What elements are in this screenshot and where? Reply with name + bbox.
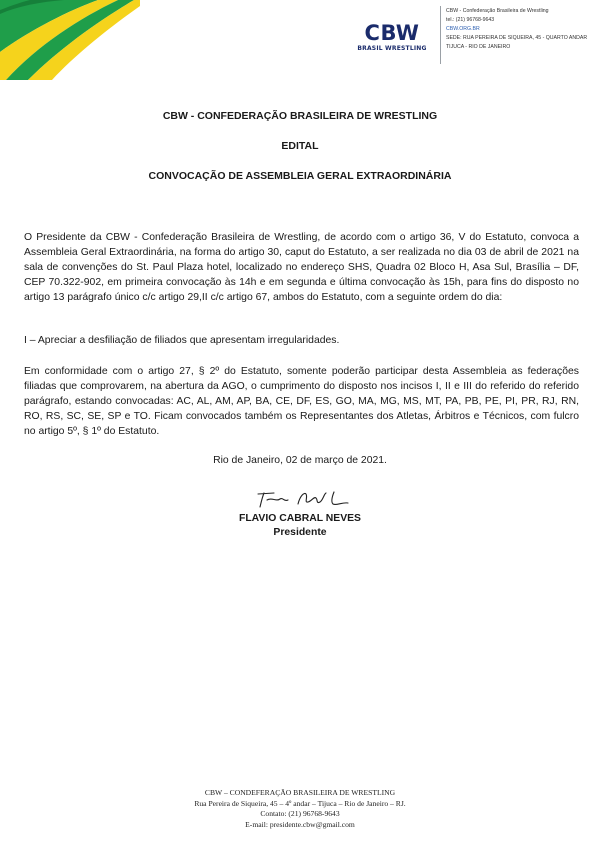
- cbw-logo: [352, 22, 432, 52]
- body-paragraph-2: Em conformidade com o artigo 27, § 2º do Estatuto, somente poderão participar desta Assembleia as federações filiadas que comprovarem, na abertura da AGO, o cumprimento do disposto nos incisos I, II e III do referido do referido parágrafo, estando convocadas: AC, AL, AM, AP, BA, CE, DF, ES, GO, MA, MG, MS, MT, PA, PB, PE, PI, PR, RJ, RN, RO, RS, SC, SE, SP e TO. Ficam convocados também os Representantes dos Atletas, Árbitros e Técnicos, com fulcro no artigo 5º, § 1º do Estatuto.: [24, 366, 579, 437]
- footer-org-name: CBW – CONDEFERAÇÃO BRASILEIRA DE WRESTLING: [204, 788, 396, 797]
- footer-contact: Contato: (21) 96768-9643: [260, 809, 340, 818]
- logo-text: CBW: [364, 21, 420, 45]
- signer-block: [0, 512, 600, 540]
- edital-title: EDITAL: [281, 140, 319, 152]
- signer-name: FLAVIO CABRAL NEVES: [238, 513, 361, 524]
- signer-title: Presidente: [273, 527, 327, 538]
- header-phone: tel.: (21) 96768-9643: [446, 17, 495, 23]
- header-address-line-2: TIJUCA - RIO DE JANEIRO: [446, 44, 511, 50]
- date-place: Rio de Janeiro, 02 de março de 2021.: [213, 455, 387, 466]
- body-paragraph-1: O Presidente da CBW - Confederação Brasileira de Wrestling, de acordo com o artigo 36, V do Estatuto, convoca a Assembleia Geral Extraordinária, na forma do artigo 30, caput do Estatuto, a ser realizada no dia 03 de abril de 2021 na sala de convenções do St. Paul Plaza hotel, localizado no endereço SHS, Quadra 02 Bloco H, Asa Sul, Brasília – DF, CEP 70.322-902, em primeira convocação às 14h e em segunda e última convocação às 15h, para fins do disposto no artigo 13 parágrafo único c/c artigo 29,II c/c artigo 67, ambos do Estatuto, com a seguinte ordem do dia:: [24, 232, 579, 303]
- convocation-title: CONVOCAÇÃO DE ASSEMBLEIA GERAL EXTRAORDINÁRIA: [148, 170, 452, 182]
- organization-title: CBW - CONFEDERAÇÃO BRASILEIRA DE WRESTLING: [162, 110, 438, 122]
- header-divider: [440, 6, 441, 64]
- brazil-flag-swoosh-graphic: [0, 0, 140, 80]
- page-footer: [0, 788, 600, 830]
- header-address-line-1: SEDE: RUA PEREIRA DE SIQUEIRA, 45 - QUARTO ANDAR: [446, 35, 588, 41]
- agenda-item: I – Apreciar a desfiliação de filiados que apresentam irregularidades.: [24, 335, 340, 346]
- footer-email[interactable]: E-mail: presidente.cbw@gmail.com: [245, 819, 355, 829]
- logo-subtitle: BRASIL WRESTLING: [357, 45, 427, 52]
- header-contact-info: [446, 7, 596, 52]
- handwritten-signature: [248, 488, 358, 510]
- footer-address: Rua Pereira de Siqueira, 45 – 4º andar – Tijuca – Rio de Janeiro – RJ.: [194, 798, 406, 808]
- header-org-name: CBW - Confederação Brasileira de Wrestling: [446, 8, 549, 14]
- header-website-link[interactable]: CBW.ORG.BR: [446, 26, 480, 32]
